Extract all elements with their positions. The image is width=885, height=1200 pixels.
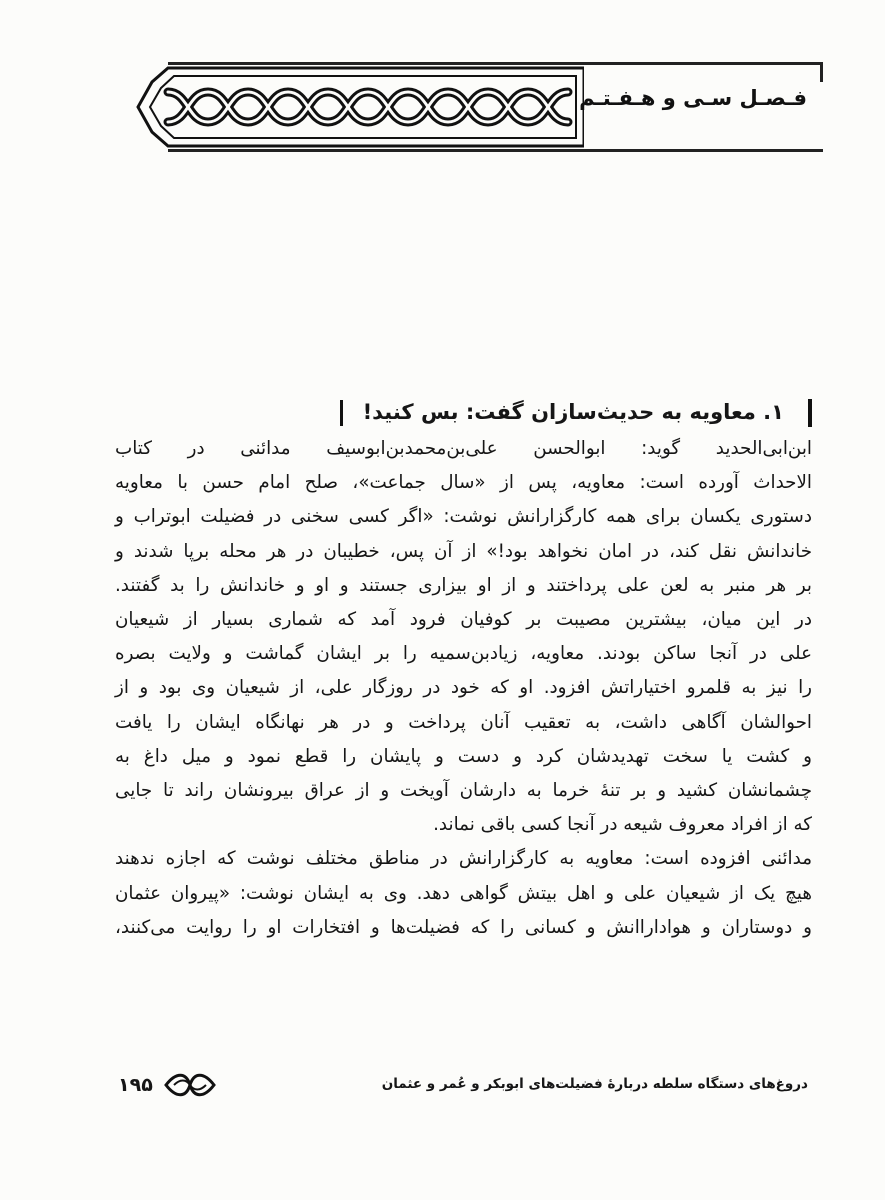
chapter-header <box>128 62 823 152</box>
footer-knot-ornament-icon <box>162 1070 218 1100</box>
page-number: ۱۹۵ <box>118 1074 153 1096</box>
running-title: دروغ‌های دستگاه سلطه دربارهٔ فضیلت‌های ابوبکر و عُمر و عثمان <box>381 1076 808 1092</box>
text-line: و کشت یا سخت تهدیدشان کرد و دست و پایشان را قطع نمود و میل داغ به <box>115 745 812 767</box>
page-content <box>115 392 812 945</box>
heading-marker-bar <box>808 399 812 427</box>
page-footer <box>118 1068 808 1108</box>
text-line: دستوری یکسان برای همه کارگزارانش نوشت: «اگر کسی سخنی در فضیلت ابوتراب و <box>115 506 812 528</box>
text-line: و دوستاران و هواداراانش و کسانی را که فضیلت‌ها و افتخارات او را روایت می‌کنند، <box>115 916 812 938</box>
header-rule-bottom <box>168 149 823 152</box>
section-heading-text: ۱. معاویه به حدیث‌سازان گفت: بس کنید! <box>362 400 784 424</box>
text-line: علی در آنجا ساکن بودند. معاویه، زیادبن‌سمیه را بر ایشان گماشت و ولایت بصره <box>115 643 812 665</box>
text-line: خاندانش نقل کند، در امان نخواهد بود!» از آن پس، خطیبان در هر محله برپا شدند و <box>115 540 812 562</box>
text-line: که از افراد معروف شیعه در آنجا کسی باقی نماند. <box>433 814 812 836</box>
text-line: احوالشان آگاهی داشت، به تعقیب آنان پرداخت و در هر نهانگاه ایشان را یافت <box>115 711 812 733</box>
chapter-title: فـصـل سـی و هـفـتـم <box>579 86 807 110</box>
text-line: ابن‌ابی‌الحدید گوید: ابوالحسن علی‌بن‌محمدبن‌ابوسیف مدائنی در کتاب <box>115 438 812 459</box>
paragraph-3 <box>115 842 812 945</box>
text-line: بر هر منبر به لعن علی پرداختند و از او بیزاری جستند و او و خاندانش را بد گفتند. <box>115 574 812 596</box>
text-line: الاحداث آورده است: معاویه، پس از «سال جماعت»، صلح امام حسن با معاویه <box>115 472 812 494</box>
text-line: مدائنی افزوده است: معاویه به کارگزارانش در مناطق مختلف نوشت که اجازه ندهند <box>115 848 812 870</box>
knot-border-ornament-icon <box>128 66 584 148</box>
text-line: را نیز به قلمرو اختیاراتش افزود. او که خود در روزگار علی، از شیعیان وی بود و از <box>115 677 812 699</box>
section-heading <box>115 392 812 432</box>
header-rule-top <box>168 62 823 65</box>
heading-end-bar <box>340 400 343 426</box>
text-line: چشمانشان کشید و بر تنهٔ خرما به دارشان آویخت و از عراق بیرونشان راند تا جایی <box>115 780 812 802</box>
text-line: هیچ یک از شیعیان علی و اهل بیتش گواهی دهد. وی به ایشان نوشت: «پیروان عثمان <box>115 882 812 904</box>
paragraph-2 <box>115 603 812 842</box>
text-line: در این میان، بیشترین مصیبت بر کوفیان فرود آمد که شماری بسیار از شیعیان <box>115 609 812 631</box>
header-rule-tick <box>820 62 823 82</box>
paragraph-1 <box>115 432 812 603</box>
